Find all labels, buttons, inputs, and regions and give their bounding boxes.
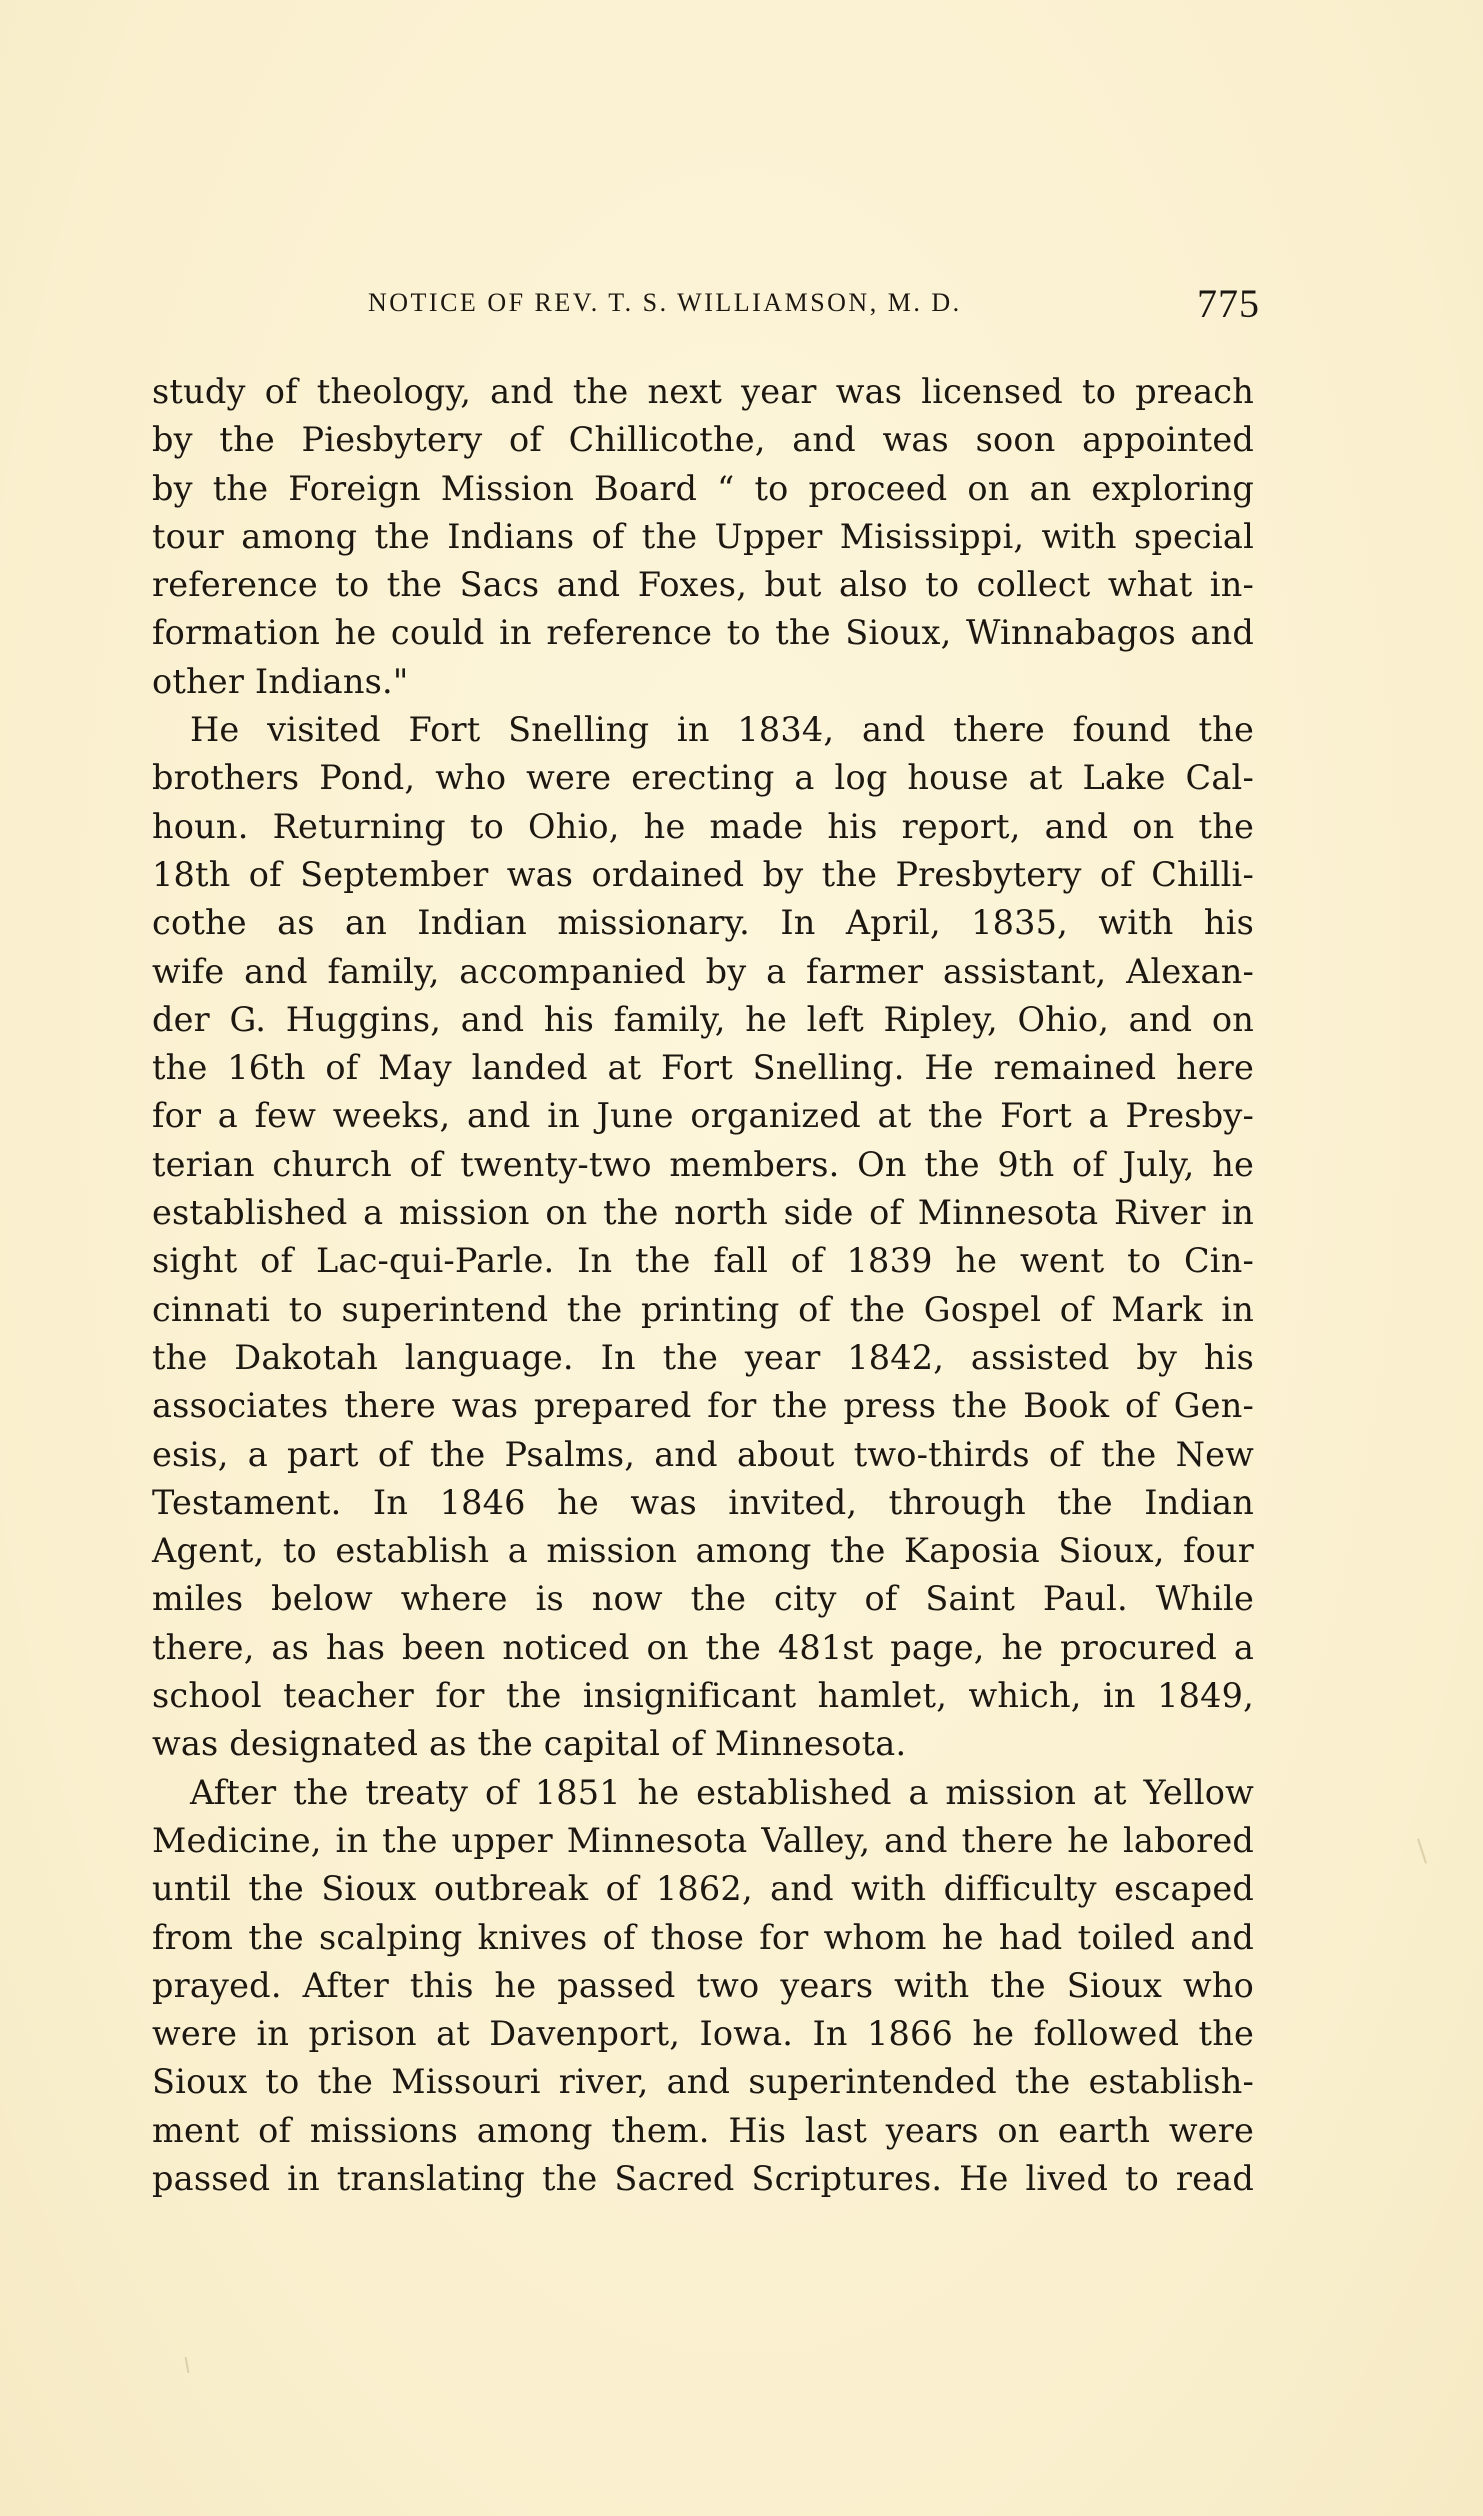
- text-line: After the treaty of 1851 he established a mission at Yellow: [190, 1772, 1254, 1812]
- text-line: Medicine, in the upper Minnesota Valley, and there he labored: [152, 1820, 1254, 1860]
- text-line: der G. Huggins, and his family, he left Ripley, Ohio, and on: [152, 999, 1254, 1039]
- text-line: houn. Returning to Ohio, he made his report, and on the: [152, 806, 1254, 846]
- text-line: for a few weeks, and in June organized at the Fort a Presby-: [152, 1096, 1254, 1136]
- text-line: the Dakotah language. In the year 1842, assisted by his: [152, 1337, 1254, 1377]
- text-line: were in prison at Davenport, Iowa. In 1866 he followed the: [152, 2014, 1254, 2054]
- running-head: [368, 282, 1268, 332]
- text-line: sight of Lac-qui-Parle. In the fall of 1839 he went to Cin-: [152, 1241, 1254, 1281]
- text-line: until the Sioux outbreak of 1862, and with difficulty escaped: [152, 1869, 1254, 1909]
- text-line: brothers Pond, who were erecting a log house at Lake Cal-: [152, 758, 1254, 798]
- text-line: was designated as the capital of Minnesota.: [152, 1724, 907, 1764]
- text-line: miles below where is now the city of Saint Paul. While: [152, 1579, 1254, 1619]
- text-line: study of theology, and the next year was licensed to preach: [152, 372, 1254, 411]
- text-line: the 16th of May landed at Fort Snelling. He remained here: [152, 1048, 1254, 1088]
- page-number: 775: [1197, 281, 1260, 326]
- text-line: Sioux to the Missouri river, and superintended the establish-: [152, 2062, 1254, 2102]
- text-line: cinnati to superintend the printing of the Gospel of Mark in: [152, 1289, 1254, 1329]
- text-line: Agent, to establish a mission among the Kaposia Sioux, four: [152, 1531, 1254, 1571]
- text-line: other Indians.": [152, 661, 409, 701]
- text-line: by the Piesbytery of Chillicothe, and was soon appointed: [152, 420, 1254, 460]
- text-line: there, as has been noticed on the 481st page, he procured a: [152, 1627, 1254, 1667]
- text-line: wife and family, accompanied by a farmer assistant, Alexan-: [152, 951, 1254, 991]
- text-line: cothe as an Indian missionary. In April, 1835, with his: [152, 903, 1254, 943]
- text-line: formation he could in reference to the Sioux, Winnabagos and: [152, 613, 1254, 653]
- text-line: passed in translating the Sacred Scriptures. He lived to read: [152, 2158, 1254, 2198]
- text-line: He visited Fort Snelling in 1834, and there found the: [190, 710, 1254, 750]
- text-line: established a mission on the north side of Minnesota River in: [152, 1193, 1254, 1233]
- text-line: esis, a part of the Psalms, and about two-thirds of the New: [152, 1434, 1254, 1474]
- body-text: [152, 368, 1254, 2203]
- text-line: by the Foreign Mission Board “ to proceed on an exploring: [152, 468, 1254, 508]
- text-line: school teacher for the insignificant hamlet, which, in 1849,: [152, 1676, 1254, 1716]
- text-line: terian church of twenty-two members. On the 9th of July, he: [152, 1144, 1254, 1184]
- text-line: prayed. After this he passed two years with the Sioux who: [152, 1965, 1254, 2005]
- text-line: tour among the Indians of the Upper Misissippi, with special: [152, 516, 1254, 556]
- text-line: associates there was prepared for the press the Book of Gen-: [152, 1386, 1254, 1426]
- margin-mark: [1417, 1838, 1427, 1863]
- text-line: ment of missions among them. His last years on earth were: [152, 2110, 1254, 2150]
- text-line: reference to the Sacs and Foxes, but also to collect what in-: [152, 565, 1254, 605]
- text-line: 18th of September was ordained by the Presbytery of Chilli-: [152, 854, 1254, 894]
- running-title: NOTICE OF REV. T. S. WILLIAMSON, M. D.: [368, 288, 962, 317]
- text-line: from the scalping knives of those for whom he had toiled and: [152, 1917, 1254, 1957]
- text-line: Testament. In 1846 he was invited, through the Indian: [152, 1482, 1254, 1522]
- margin-mark: [185, 2357, 190, 2373]
